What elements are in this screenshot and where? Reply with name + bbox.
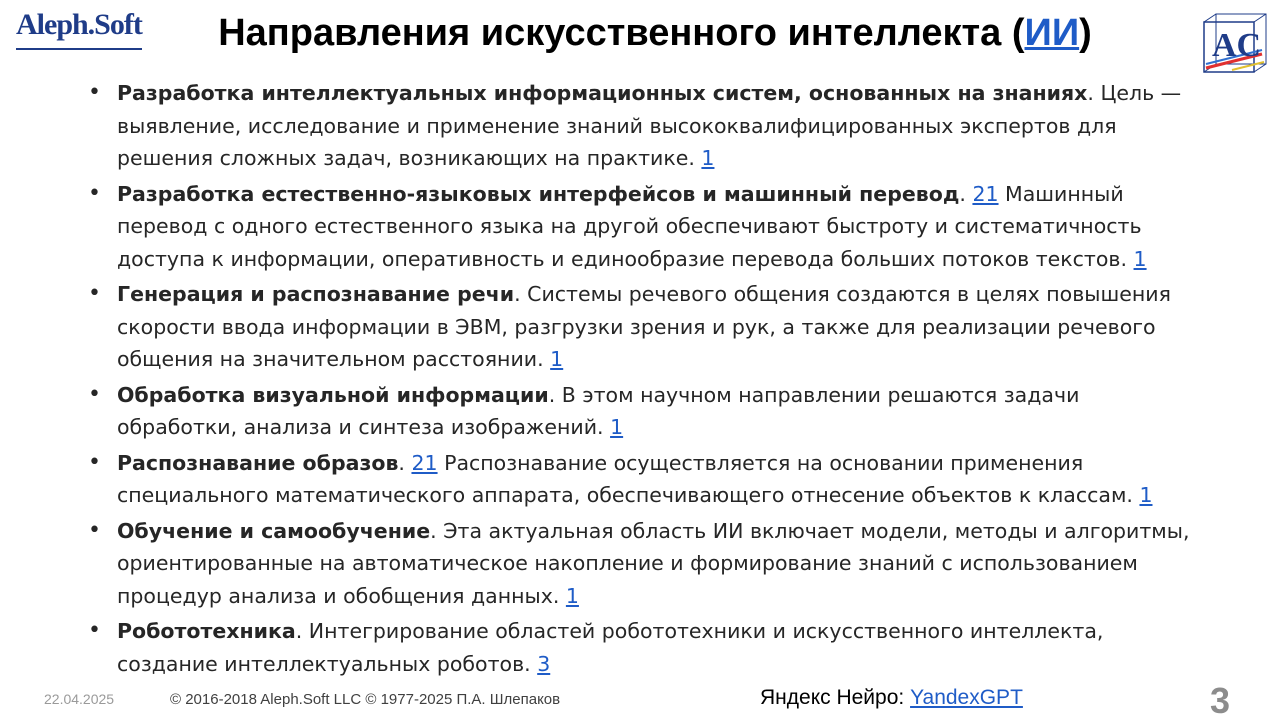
logo-underline <box>16 48 142 50</box>
logo-text: Aleph.Soft <box>16 8 142 41</box>
directions-list <box>88 77 1198 683</box>
item-text: Машинный перевод с одного естественного языка на другой обеспечивают быстроту и систематичность доступа к информации, оперативность и единообразие перевода больших потоков текстов. <box>117 181 1142 271</box>
yandexgpt-link[interactable]: YandexGPT <box>910 686 1023 709</box>
item-heading: Робототехника <box>117 619 296 643</box>
list-item <box>88 77 1198 175</box>
list-item <box>88 379 1198 444</box>
item-reference-link[interactable]: 1 <box>701 146 715 170</box>
bullet-dot: • <box>88 517 101 543</box>
item-reference-link[interactable]: 1 <box>565 583 579 608</box>
footer-ai-source <box>760 686 1023 710</box>
footer-date: 22.04.2025 <box>44 691 115 707</box>
bullet-dot: • <box>88 80 101 105</box>
item-reference-link[interactable]: 1 <box>550 347 564 371</box>
item-reference-link[interactable]: 3 <box>537 651 551 676</box>
ac-logo-text: AC <box>1212 27 1262 64</box>
item-text: Распознавание осуществляется на основании применения специального математического аппарата, обеспечивающего отнесение объектов к классам. <box>117 450 1140 507</box>
title-suffix: ) <box>1079 12 1092 54</box>
item-text: . <box>959 181 973 206</box>
list-item <box>88 178 1198 276</box>
item-heading: Генерация и распознавание речи <box>117 282 515 306</box>
item-reference-link[interactable]: 1 <box>1133 246 1147 271</box>
title-link-ai[interactable]: ИИ <box>1024 12 1080 54</box>
item-text: . Интегрирование областей робототехники и искусственного интеллекта, создание интеллектуальных роботов. <box>117 619 1104 676</box>
item-heading: Разработка естественно-языковых интерфейсов и машинный перевод <box>117 181 960 206</box>
list-item <box>88 515 1198 613</box>
bullet-dot: • <box>88 449 101 475</box>
item-heading: Распознавание образов <box>117 450 399 475</box>
bullet-dot: • <box>88 381 101 407</box>
title-prefix: Направления искусственного интеллекта ( <box>218 12 1025 54</box>
page-number: 3 <box>1210 680 1231 721</box>
ai-label: Яндекс Нейро: <box>760 686 911 709</box>
item-reference-link[interactable]: 1 <box>1139 483 1153 507</box>
slide-title <box>150 12 1160 55</box>
item-text: . <box>398 450 412 475</box>
item-heading: Обработка визуальной информации <box>117 382 549 407</box>
item-reference-link[interactable]: 1 <box>610 415 624 439</box>
list-item <box>88 615 1198 680</box>
bullet-dot: • <box>88 618 101 643</box>
item-heading: Обучение и самообучение <box>117 518 431 543</box>
item-heading: Разработка интеллектуальных информационных систем, основанных на знаниях <box>117 81 1088 105</box>
bullet-dot: • <box>88 281 101 306</box>
bullet-dot: • <box>88 180 101 206</box>
item-reference-link[interactable]: 21 <box>411 450 438 475</box>
item-text: . Системы речевого общения создаются в целях повышения скорости ввода информации в ЭВМ, разгрузки зрения и рук, а также для реализации речевого общения на значительном расстоянии. <box>117 282 1171 371</box>
list-item <box>88 447 1198 512</box>
item-text: . Эта актуальная область ИИ включает модели, методы и алгоритмы, ориентированные на автоматическое накопление и формирование знаний с использованием процедур анализа и обобщения данных. <box>117 518 1190 608</box>
footer-copyright: © 2016-2018 Aleph.Soft LLC © 1977-2025 П.А. Шлепаков <box>170 691 561 708</box>
item-reference-link[interactable]: 21 <box>972 181 999 206</box>
alephsoft-logo <box>16 8 142 42</box>
item-text: . Цель — выявление, исследование и применение знаний высококвалифицированных экспертов для решения сложных задач, возникающих на практике. <box>117 81 1182 170</box>
ac-cube-logo <box>1202 12 1268 76</box>
list-item <box>88 278 1198 376</box>
item-text: . В этом научном направлении решаются задачи обработки, анализа и синтеза изображений. <box>117 382 1080 439</box>
